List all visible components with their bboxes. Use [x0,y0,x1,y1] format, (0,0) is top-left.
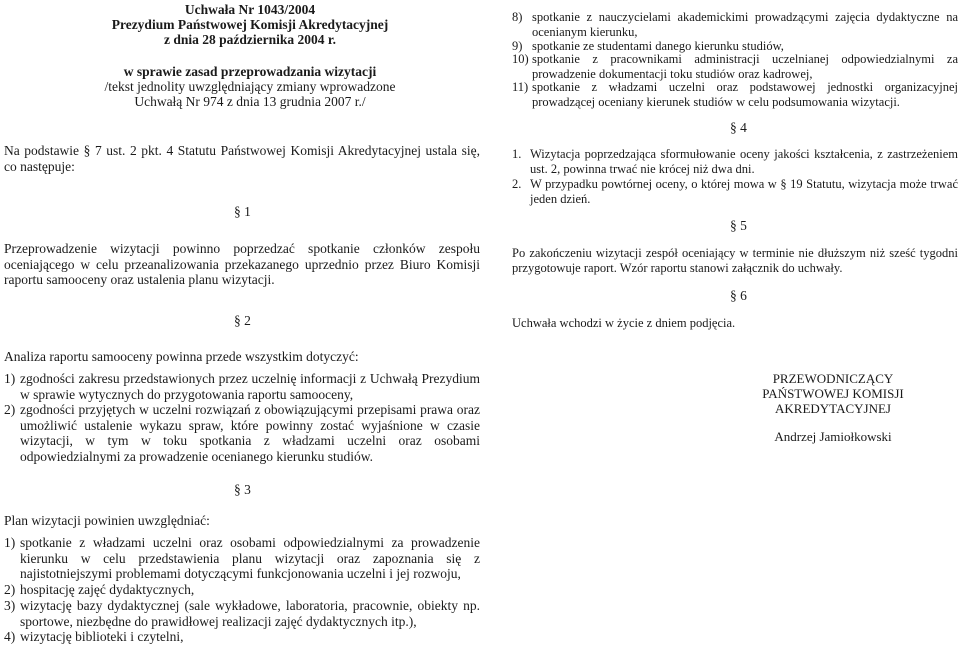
section-1-title: § 1 [234,204,251,219]
issuing-body: Prezydium Państwowej Komisji Akredytacyjnej [111,17,389,32]
resolution-header [100,2,400,47]
item-text: W przypadku powtórnej oceny, o której mowa w § 19 Statutu, wizytacja może trwać jeden dzień. [530,177,958,206]
item-number: 2) [4,582,16,597]
section-6-title: § 6 [730,288,747,303]
resolution-subject [100,64,400,109]
list-item [4,371,480,402]
item-number: 10) [512,52,529,66]
item-number: 1) [4,371,16,386]
item-text: wizytację biblioteki i czytelni, [20,629,184,644]
resolution-date: z dnia 28 października 2004 r. [163,32,336,47]
section-5-text: Po zakończeniu wizytacji zespół oceniający w terminie nie dłuższym niż sześć tygodni przygotowuje raport. Wzór raportu stanowi załącznik do uchwały. [512,246,958,275]
item-number: 1. [512,147,522,161]
item-number: 11) [512,80,529,94]
list-item [4,535,480,582]
item-number: 1) [4,535,16,550]
item-text: zgodności zakresu przedstawionych przez uczelnię informacji z Uchwałą Prezydium w sprawie wytycznych do przygotowania raportu samooceny, [20,371,480,402]
section-3-title: § 3 [234,482,251,497]
list-item [512,177,958,206]
list-item [4,598,480,629]
list-item [4,402,480,464]
section-5-title: § 5 [730,218,747,233]
section-1-text: Przeprowadzenie wizytacji powinno poprzedzać spotkanie członków zespołu oceniającego w celu przeanalizowania przekazanego uprzednio przez Biuro Komisji raportu samooceny oraz ustalenia planu wizytacji. [4,241,480,287]
item-text: spotkanie z pracownikami administracji uczelnianej odpowiedzialnymi za prowadzenie dokumentacji toku studiów oraz kadrowej, [532,52,958,81]
subject-line: w sprawie zasad przeprowadzania wizytacji [123,64,377,79]
signatory-name: Andrzej Jamiołkowski [774,429,892,444]
item-text: zgodności przyjętych w uczelni rozwiązań z obowiązującymi przepisami prawa oraz umożliwić ustalenie wykazu spraw, które powinny zostać wyjaśnione w czasie wizytacji, w tym w toku spotkania z władzami uczelni oraz osobami odpowiedzialnymi za prowadzenie ocenianego kierunku studiów. [20,402,480,464]
item-text: wizytację bazy dydaktycznej (sale wykładowe, laboratoria, pracownie, obiekty np. sportowe, niezbędne do prawidłowej realizacji zajęć dydaktycznych itp.), [20,598,480,629]
signatory-institution: PAŃSTWOWEJ KOMISJI AKREDYTACYJNEJ [762,386,904,416]
item-text: spotkanie ze studentami danego kierunku studiów, [532,39,784,53]
item-number: 3) [4,598,16,613]
signatory-title: PRZEWODNICZĄCY [772,371,894,386]
item-text: spotkanie z władzami uczelni oraz osobami odpowiedzialnymi za prowadzenie kierunku w celu przedstawienia planu wizytacji oraz zapoznania się z najistotniejszymi problemami dotyczącymi funkcjonowania uczelni i jej rozwoju, [20,535,480,581]
resolution-number: Uchwała Nr 1043/2004 [184,2,316,17]
signature-block [708,371,958,444]
item-text: spotkanie z nauczycielami akademickimi prowadzącymi zajęcia dydaktyczne na ocenianym kierunku, [532,10,958,39]
item-text: spotkanie z władzami uczelni oraz podstawowej jednostki organizacyjnej prowadzącej oceniany kierunek studiów w celu podsumowania wizytacji. [532,80,958,109]
list-item [512,80,958,109]
section-2-lead: Analiza raportu samooceny powinna przede wszystkim dotyczyć: [4,349,359,364]
section-6-text: Uchwała wchodzi w życie z dniem podjęcia. [512,316,736,330]
list-item [512,147,958,176]
item-number: 4) [4,629,16,644]
section-4-title: § 4 [730,120,747,135]
section-2-title: § 2 [234,313,251,328]
amendment-reference: Uchwałą Nr 974 z dnia 13 grudnia 2007 r./ [134,94,366,109]
item-number: 8) [512,10,523,24]
section-3-lead: Plan wizytacji powinien uwzględniać: [4,513,210,528]
consolidated-text-note: /tekst jednolity uwzględniający zmiany wprowadzone [104,79,396,94]
intro-paragraph: Na podstawie § 7 ust. 2 pkt. 4 Statutu Państwowej Komisji Akredytacyjnej ustala się, co następuje: [4,143,480,174]
list-item [4,582,480,598]
item-number: 9) [512,39,523,53]
list-item [512,52,958,81]
item-number: 2) [4,402,16,417]
item-number: 2. [512,177,522,191]
item-text: hospitację zajęć dydaktycznych, [20,582,195,597]
item-text: Wizytacja poprzedzająca sformułowanie oceny jakości kształcenia, z zastrzeżeniem ust. 2, powinna trwać nie krócej niż dwa dni. [530,147,958,176]
list-item [4,629,480,645]
list-item [512,10,958,39]
